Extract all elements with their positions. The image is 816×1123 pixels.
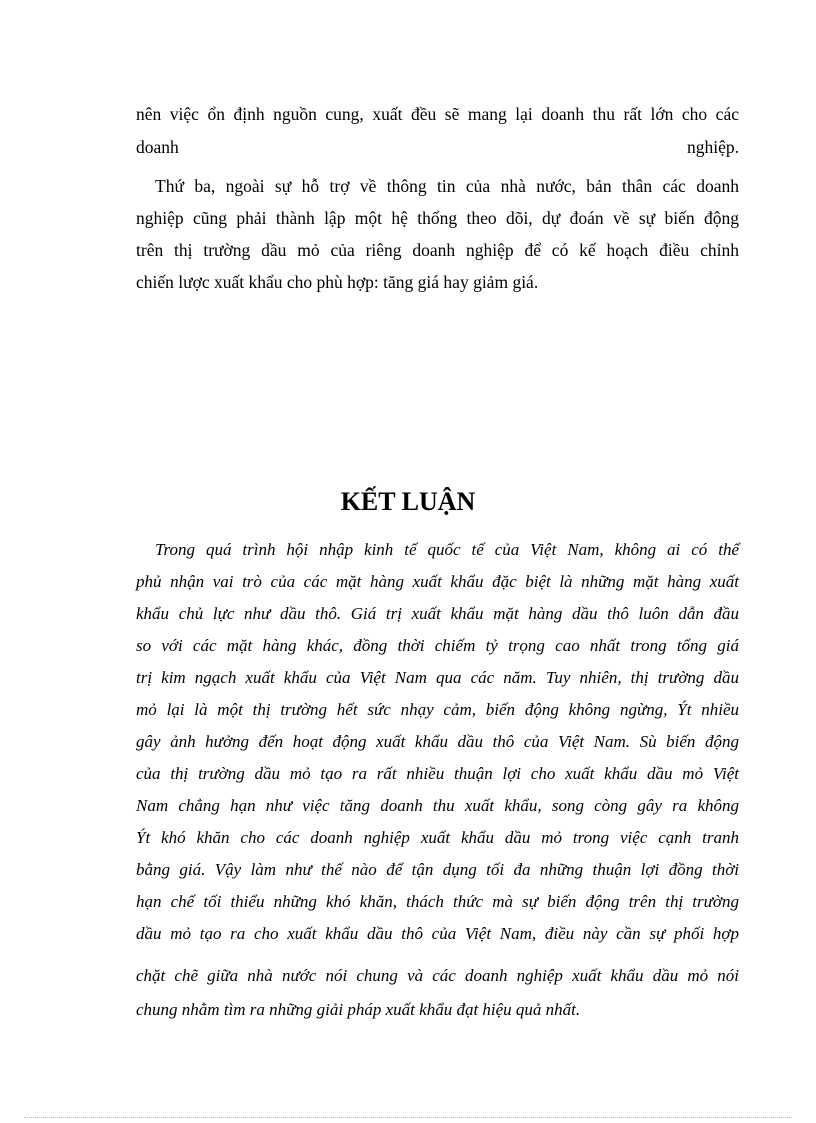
conclusion-text-line: Trong quá trình hội nhập kinh tế quốc tế của Việt Nam, không ai có thể	[155, 540, 739, 559]
body-text-line: nên việc ổn định nguồn cung, xuất đều sẽ mang lại doanh thu rất lớn cho các	[136, 104, 739, 124]
section-heading: KẾT LUẬN	[340, 487, 476, 516]
split-word-left: doanh	[136, 137, 179, 157]
conclusion-text-line: trị kim ngạch xuất khẩu của Việt Nam qua các năm. Tuy nhiên, thị trường dầu	[136, 668, 739, 687]
conclusion-text-line: Ýt khó khăn cho các doanh nghiệp xuất khẩu dầu mỏ trong việc cạnh tranh	[136, 828, 739, 847]
conclusion-text-line: bằng giá. Vậy làm như thế nào để tận dụng tối đa những thuận lợi đồng thời	[136, 860, 739, 879]
body-text-line: Thứ ba, ngoài sự hỗ trợ về thông tin của nhà nước, bản thân các doanh	[155, 176, 739, 196]
conclusion-text-line: chặt chẽ giữa nhà nước nói chung và các doanh nghiệp xuất khẩu dầu mỏ nói	[136, 966, 739, 985]
body-text-line: trên thị trường dầu mỏ của riêng doanh nghiệp để có kế hoạch điều chỉnh	[136, 240, 739, 260]
body-text-line: chiến lược xuất khẩu cho phù hợp: tăng giá hay giảm giá.	[136, 272, 539, 292]
conclusion-text-line: khẩu chủ lực như dầu thô. Giá trị xuất khẩu mặt hàng dầu thô luôn dẫn đầu	[136, 604, 739, 623]
conclusion-text-line: phủ nhận vai trò của các mặt hàng xuất khẩu đặc biệt là những mặt hàng xuất	[136, 572, 739, 591]
conclusion-text-line: dầu mỏ tạo ra cho xuất khẩu dầu thô của Việt Nam, điều này cần sự phối hợp	[136, 924, 739, 943]
conclusion-text-line: gây ảnh hưởng đến hoạt động xuất khẩu dầu thô của Việt Nam. Sù biến động	[136, 732, 739, 751]
conclusion-text-line: mỏ lại là một thị trường hết sức nhạy cảm, biến động không ngừng, Ýt nhiều	[136, 700, 739, 719]
conclusion-text-line: so với các mặt hàng khác, đồng thời chiếm tỷ trọng cao nhất trong tổng giá	[136, 636, 739, 655]
conclusion-text-line: chung nhằm tìm ra những giải pháp xuất khẩu đạt hiệu quả nhất.	[136, 1000, 581, 1019]
body-text-line: nghiệp cũng phải thành lập một hệ thống theo dõi, dự đoán về sự biến động	[136, 208, 739, 228]
body-text-line-split	[136, 135, 739, 159]
page-bottom-rule	[24, 1117, 792, 1118]
split-word-right: nghiệp.	[686, 137, 739, 157]
conclusion-text-line: hạn chế tối thiểu những khó khăn, thách thức mà sự biến động trên thị trường	[136, 892, 739, 911]
conclusion-text-line: Nam chẳng hạn như việc tăng doanh thu xuất khẩu, song còng gây ra không	[136, 796, 739, 815]
conclusion-text-line: của thị trường dầu mỏ tạo ra rất nhiều thuận lợi cho xuất khẩu dầu mỏ Việt	[136, 764, 739, 783]
